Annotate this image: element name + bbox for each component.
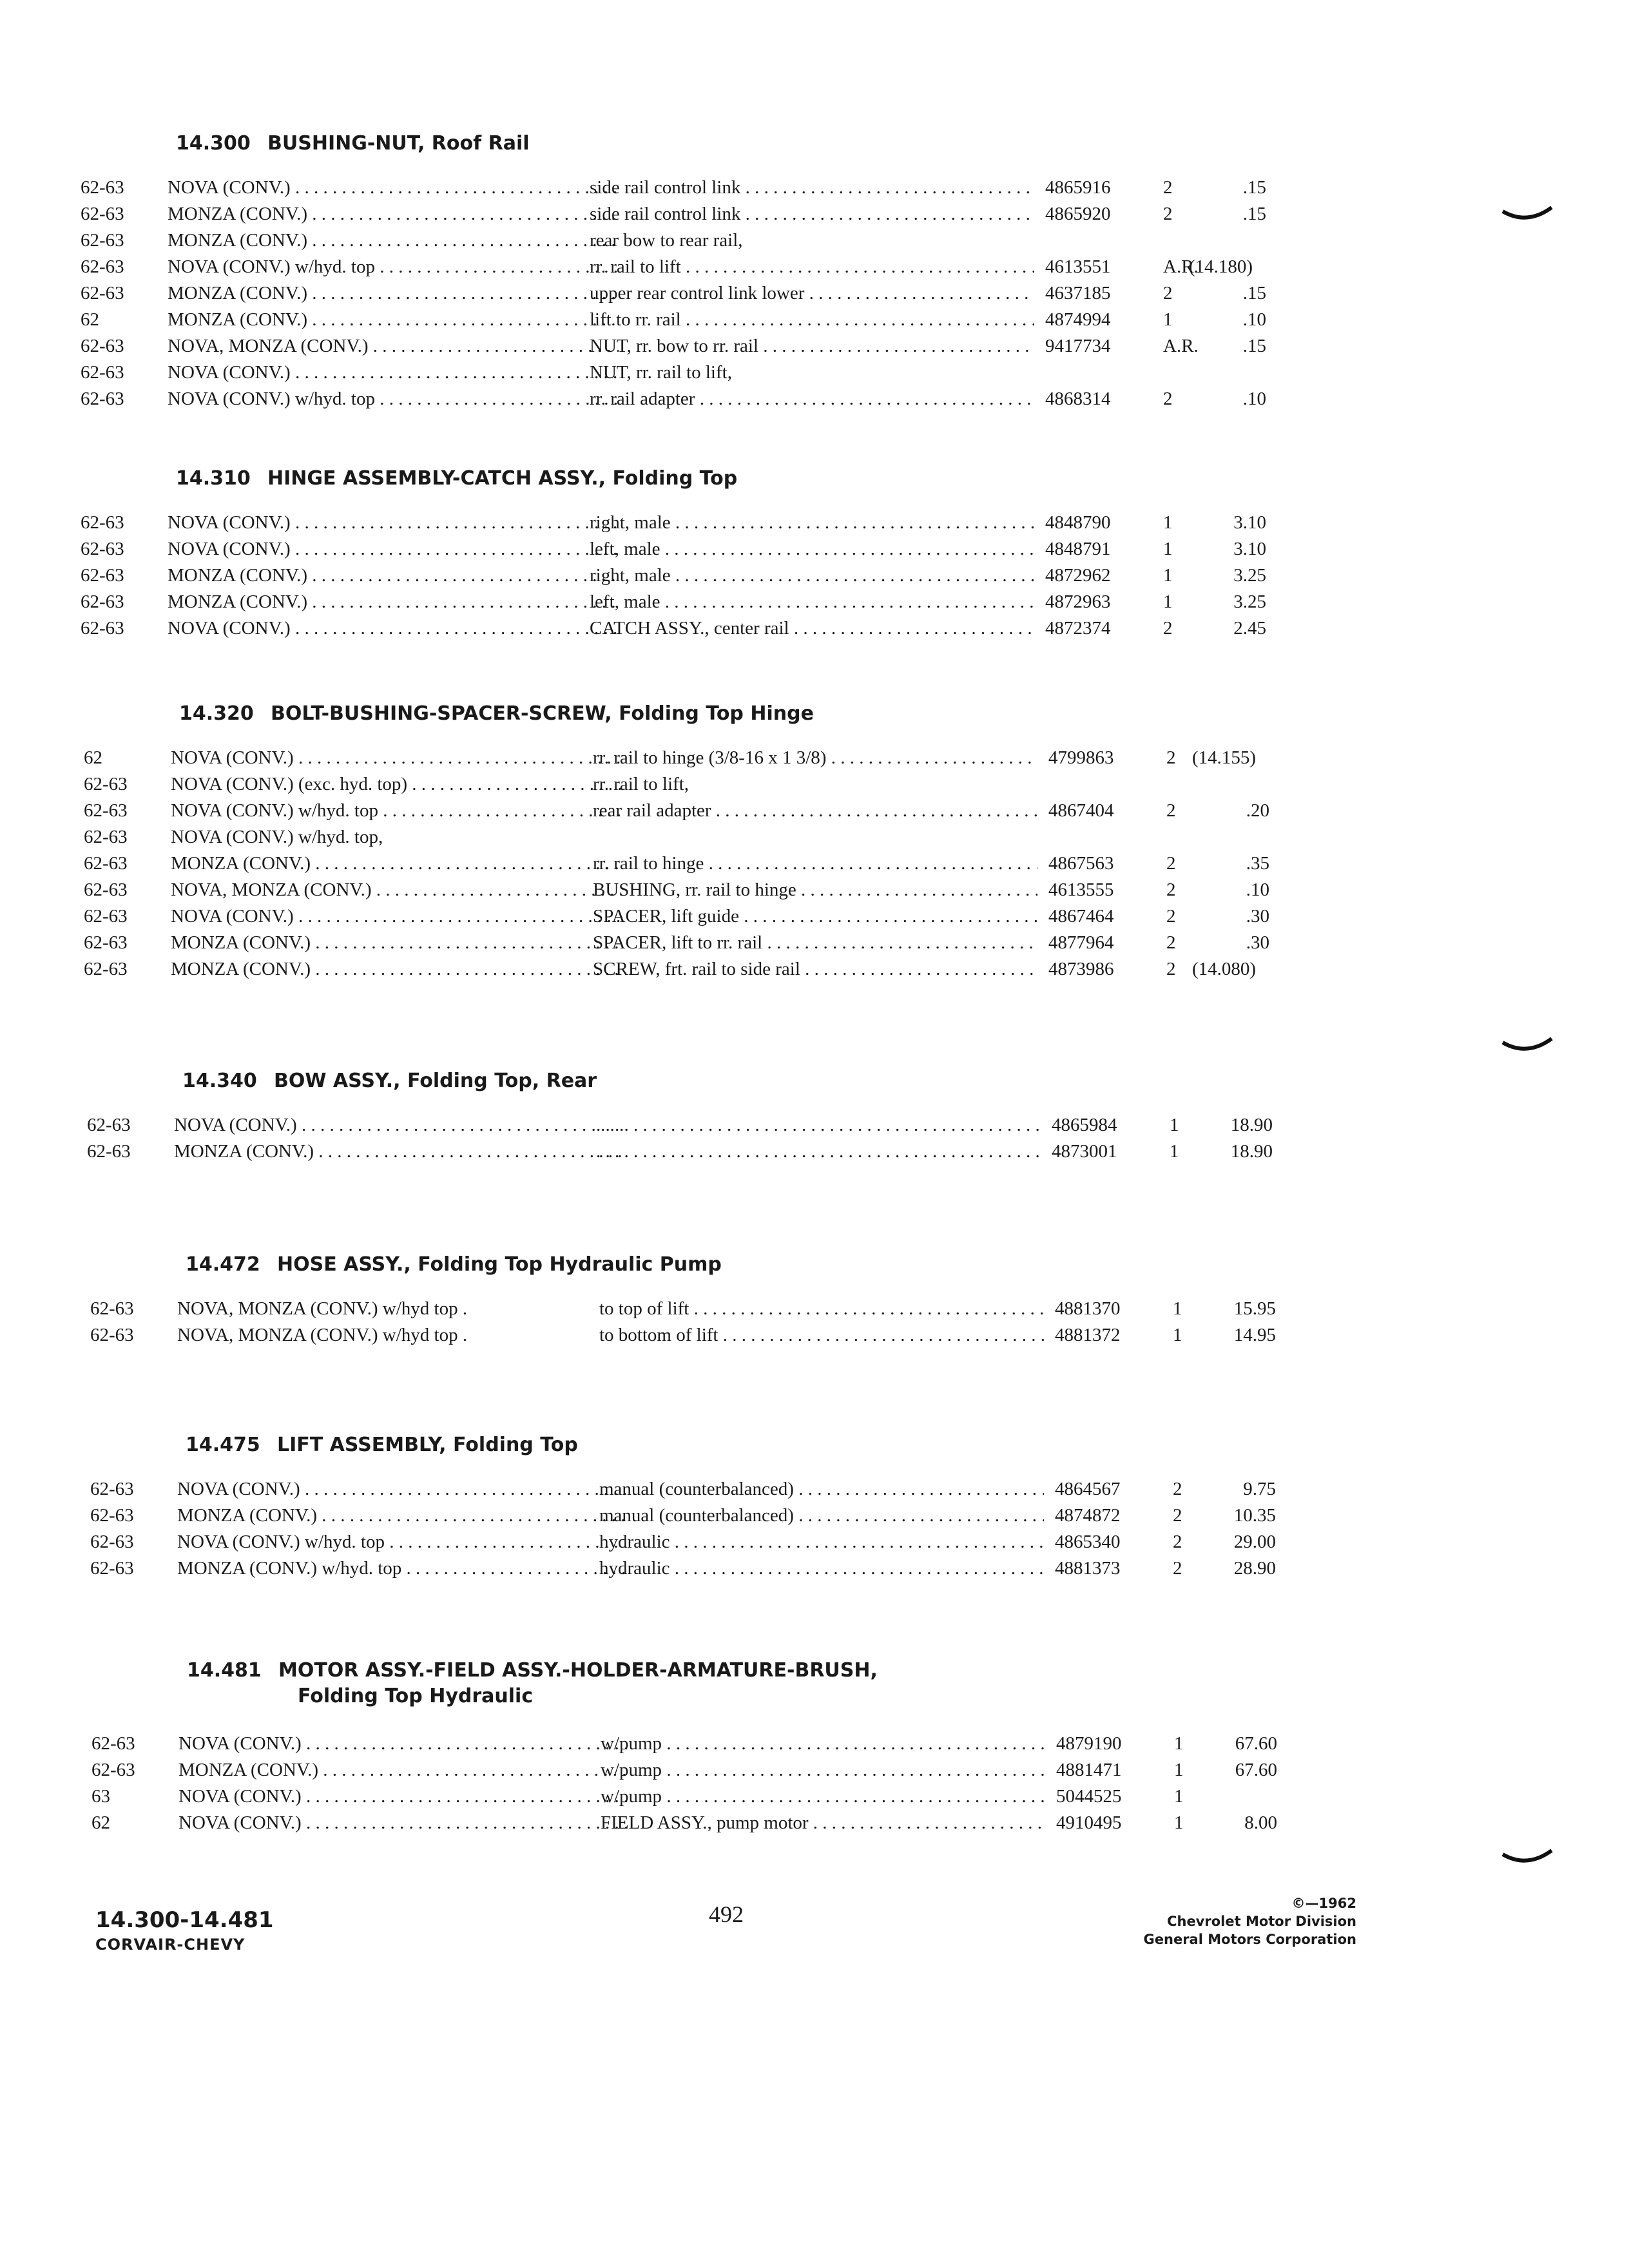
table-row: [81, 389, 1305, 415]
table-row: [92, 1733, 1316, 1760]
part-quantity: 2: [1163, 204, 1173, 224]
part-description: manual (counterbalanced) . . .: [599, 1479, 1044, 1500]
part-number: 4868314: [1045, 389, 1111, 409]
table-row: [81, 539, 1305, 565]
parts-section: [90, 1434, 1315, 1584]
part-description: SCREW, frt. rail to side rail . . .: [593, 959, 1037, 980]
binding-mark-icon: [1501, 1849, 1553, 1869]
part-number: 4873001: [1052, 1141, 1117, 1162]
section-title: HINGE ASSEMBLY-CATCH ASSY., Folding Top: [267, 467, 738, 490]
part-number: 4865340: [1055, 1532, 1121, 1552]
part-description: w/pump . . .: [601, 1733, 1045, 1754]
part-number: 4881372: [1055, 1325, 1121, 1345]
part-description: [596, 1115, 1041, 1136]
vehicle-model: MONZA (CONV.) . . .: [168, 230, 619, 251]
corporation-name: General Motors Corporation: [1143, 1932, 1356, 1947]
binding-mark-icon: [1501, 206, 1553, 226]
part-number: 4881370: [1055, 1298, 1121, 1319]
part-description: side rail control link . . .: [590, 204, 1034, 225]
table-row: [84, 959, 1308, 985]
table-row: [81, 512, 1305, 539]
model-year: 62-63: [81, 230, 124, 251]
section-number: 14.320: [179, 702, 254, 725]
section-title: HOSE ASSY., Folding Top Hydraulic Pump: [277, 1253, 722, 1276]
model-year: 62: [92, 1812, 110, 1833]
model-year: 62-63: [84, 827, 128, 847]
table-row: [87, 1115, 1311, 1141]
model-year: 62-63: [81, 283, 124, 303]
part-price: .30: [1246, 906, 1269, 927]
vehicle-model: NOVA (CONV.) w/hyd. top . . .: [168, 256, 619, 278]
model-year: 62-63: [81, 204, 124, 224]
part-quantity: 2: [1166, 959, 1176, 979]
part-price: 28.90: [1233, 1558, 1276, 1579]
part-description: right, male . . .: [590, 565, 1034, 586]
table-row: [84, 879, 1308, 906]
vehicle-model: NOVA (CONV.) w/hyd. top . . .: [168, 389, 619, 410]
part-price: 15.95: [1233, 1298, 1276, 1319]
part-quantity: 1: [1163, 565, 1173, 586]
part-number: 4874872: [1055, 1505, 1121, 1526]
table-row: [92, 1760, 1316, 1786]
table-row: [81, 283, 1305, 309]
part-description: left, male . . .: [590, 591, 1034, 613]
vehicle-model: MONZA (CONV.) . . .: [168, 283, 619, 304]
model-year: 62-63: [87, 1115, 131, 1135]
part-price: 14.95: [1233, 1325, 1276, 1345]
model-year: 62-63: [84, 906, 128, 927]
section-number: 14.472: [186, 1253, 260, 1276]
part-description: rr. rail to lift . . .: [590, 256, 1034, 278]
part-description: to top of lift . . .: [599, 1298, 1044, 1320]
vehicle-model: NOVA (CONV.) w/hyd. top . . .: [177, 1532, 628, 1553]
part-number: 4874994: [1045, 309, 1111, 330]
part-number: 4872962: [1045, 565, 1111, 586]
model-year: 62-63: [90, 1558, 134, 1579]
model-year: 62-63: [84, 800, 128, 821]
part-description: left, male . . .: [590, 539, 1034, 560]
part-quantity: 1: [1173, 1298, 1182, 1319]
section-heading: [81, 132, 1305, 177]
vehicle-model: NOVA (CONV.) . . .: [168, 512, 619, 533]
table-row: [81, 177, 1305, 204]
section-title: BOLT-BUSHING-SPACER-SCREW, Folding Top Hinge: [271, 702, 814, 725]
part-quantity: 2: [1173, 1558, 1182, 1579]
vehicle-model: MONZA (CONV.) . . .: [171, 932, 622, 954]
part-number: 4910495: [1056, 1812, 1122, 1833]
part-description: rr. rail to hinge (3/8-16 x 1 3/8) . . .: [593, 747, 1037, 769]
vehicle-model: NOVA, MONZA (CONV.) . . .: [171, 879, 622, 901]
part-price: .15: [1242, 204, 1266, 224]
part-description: BUSHING, rr. rail to hinge . . .: [593, 879, 1037, 901]
vehicle-model: NOVA (CONV.) . . .: [178, 1812, 630, 1834]
part-description: rear bow to rear rail,: [590, 230, 743, 251]
part-quantity: 2: [1163, 283, 1173, 303]
footer-catalog-name: CORVAIR-CHEVY: [95, 1936, 246, 1954]
part-quantity: 2: [1166, 906, 1176, 927]
parts-section: [81, 132, 1305, 415]
vehicle-model: NOVA, MONZA (CONV.) w/hyd top .: [177, 1298, 468, 1319]
section-heading: [90, 1253, 1315, 1298]
vehicle-model: NOVA (CONV.) . . .: [171, 747, 622, 769]
part-price: .35: [1246, 853, 1269, 874]
part-description: NUT, rr. rail to lift,: [590, 362, 732, 383]
part-description: hydraulic . . .: [599, 1532, 1044, 1553]
section-heading: [84, 702, 1308, 747]
model-year: 62-63: [81, 539, 124, 559]
vehicle-model: NOVA, MONZA (CONV.) . . .: [168, 336, 619, 357]
table-row: [81, 336, 1305, 362]
part-price: 67.60: [1235, 1760, 1277, 1780]
vehicle-model: MONZA (CONV.) . . .: [177, 1505, 628, 1526]
part-description: lift to rr. rail . . .: [590, 309, 1034, 331]
vehicle-model: NOVA (CONV.) . . .: [178, 1786, 630, 1807]
model-year: 62-63: [81, 336, 124, 356]
part-number: 4865920: [1045, 204, 1111, 224]
part-quantity: A.R.: [1163, 336, 1199, 356]
model-year: 62-63: [81, 362, 124, 383]
vehicle-model: MONZA (CONV.) . . .: [178, 1760, 630, 1781]
part-price: 29.00: [1233, 1532, 1276, 1552]
part-price: 10.35: [1233, 1505, 1276, 1526]
vehicle-model: MONZA (CONV.) . . .: [168, 565, 619, 586]
part-number: 4613555: [1048, 879, 1114, 900]
copyright-block: [1144, 1894, 1356, 1948]
model-year: 62-63: [81, 389, 124, 409]
table-row: [92, 1812, 1316, 1839]
vehicle-model: NOVA (CONV.) . . .: [168, 539, 619, 560]
parts-section: [92, 1659, 1316, 1839]
table-row: [90, 1325, 1315, 1351]
table-row: [84, 774, 1308, 800]
parts-section: [90, 1253, 1315, 1351]
table-row: [90, 1505, 1315, 1532]
part-quantity: 2: [1173, 1532, 1182, 1552]
part-description: rear rail adapter . . .: [593, 800, 1037, 822]
vehicle-model: NOVA (CONV.) w/hyd. top . . .: [171, 800, 622, 822]
part-price: .20: [1246, 800, 1269, 821]
part-number: 4879190: [1056, 1733, 1122, 1754]
part-quantity: 1: [1163, 512, 1173, 533]
part-number: 4867464: [1048, 906, 1114, 927]
part-price: .15: [1242, 177, 1266, 198]
vehicle-model: NOVA, MONZA (CONV.) w/hyd top .: [177, 1325, 468, 1345]
part-price: (14.180): [1189, 256, 1253, 277]
vehicle-model: NOVA (CONV.) . . .: [171, 906, 622, 927]
model-year: 62-63: [90, 1532, 134, 1552]
part-number: 4865984: [1052, 1115, 1117, 1135]
part-quantity: 1: [1163, 309, 1173, 330]
model-year: 62-63: [84, 932, 128, 953]
model-year: 62-63: [84, 853, 128, 874]
part-quantity: 2: [1166, 747, 1176, 768]
parts-section: [87, 1070, 1311, 1168]
part-description: rr. rail to hinge . . .: [593, 853, 1037, 874]
vehicle-model: MONZA (CONV.) . . .: [171, 959, 622, 980]
part-quantity: 2: [1166, 800, 1176, 821]
part-price: 3.25: [1233, 591, 1266, 612]
binding-mark-icon: [1501, 1037, 1553, 1057]
section-title-continued: Folding Top Hydraulic: [298, 1685, 534, 1707]
part-number: 4877964: [1048, 932, 1114, 953]
section-heading: [90, 1434, 1315, 1479]
model-year: 62: [84, 747, 102, 768]
part-quantity: 2: [1166, 853, 1176, 874]
part-quantity: 1: [1170, 1141, 1179, 1162]
section-title: BOW ASSY., Folding Top, Rear: [274, 1070, 597, 1092]
footer-section-range: 14.300-14.481: [95, 1907, 274, 1933]
page-number: 492: [709, 1901, 744, 1927]
part-price: (14.155): [1192, 747, 1257, 768]
vehicle-model: NOVA (CONV.) (exc. hyd. top) . . .: [171, 774, 622, 795]
part-quantity: 1: [1174, 1812, 1184, 1833]
table-row: [90, 1298, 1315, 1325]
vehicle-model: MONZA (CONV.) w/hyd. top . . .: [177, 1558, 628, 1579]
part-number: 4848790: [1045, 512, 1111, 533]
part-description: hydraulic . . .: [599, 1558, 1044, 1579]
parts-section: [81, 467, 1305, 644]
table-row: [84, 906, 1308, 932]
part-number: 4865916: [1045, 177, 1111, 198]
vehicle-model: MONZA (CONV.) . . .: [168, 591, 619, 613]
part-description: NUT, rr. bow to rr. rail . . .: [590, 336, 1034, 357]
parts-section: [84, 702, 1308, 985]
model-year: 62-63: [81, 618, 124, 639]
part-description: upper rear control link lower . . .: [590, 283, 1034, 304]
part-number: 4872963: [1045, 591, 1111, 612]
section-number: 14.481: [187, 1659, 262, 1682]
vehicle-model: NOVA (CONV.) . . .: [178, 1733, 630, 1754]
part-number: 4873986: [1048, 959, 1114, 979]
vehicle-model: MONZA (CONV.) . . .: [174, 1141, 625, 1162]
table-row: [90, 1479, 1315, 1505]
model-year: 62-63: [87, 1141, 131, 1162]
part-description: side rail control link . . .: [590, 177, 1034, 198]
table-row: [84, 800, 1308, 827]
part-quantity: 1: [1174, 1786, 1184, 1807]
part-number: 4867563: [1048, 853, 1114, 874]
part-number: 4848791: [1045, 539, 1111, 559]
part-price: .15: [1242, 283, 1266, 303]
part-description: manual (counterbalanced) . . .: [599, 1505, 1044, 1526]
part-price: 67.60: [1235, 1733, 1277, 1754]
model-year: 62-63: [81, 512, 124, 533]
part-number: 4867404: [1048, 800, 1114, 821]
part-description: SPACER, lift to rr. rail . . .: [593, 932, 1037, 954]
part-number: 4864567: [1055, 1479, 1121, 1499]
vehicle-model: NOVA (CONV.) . . .: [168, 618, 619, 639]
part-description: CATCH ASSY., center rail . . .: [590, 618, 1034, 639]
model-year: 62-63: [84, 774, 128, 794]
part-quantity: 2: [1163, 177, 1173, 198]
section-title: LIFT ASSEMBLY, Folding Top: [277, 1434, 578, 1456]
model-year: 62-63: [90, 1325, 134, 1345]
model-year: 62-63: [84, 879, 128, 900]
model-year: 62-63: [81, 256, 124, 277]
part-number: 4881373: [1055, 1558, 1121, 1579]
part-price: .30: [1246, 932, 1269, 953]
section-number: 14.340: [182, 1070, 257, 1092]
model-year: 62-63: [81, 591, 124, 612]
vehicle-model: NOVA (CONV.) . . .: [174, 1115, 625, 1136]
model-year: 62-63: [90, 1505, 134, 1526]
part-number: 4637185: [1045, 283, 1111, 303]
model-year: 62: [81, 309, 99, 330]
table-row: [90, 1532, 1315, 1558]
section-heading: [81, 467, 1305, 512]
vehicle-model: NOVA (CONV.) . . .: [168, 177, 619, 198]
model-year: 62-63: [90, 1298, 134, 1319]
model-year: 63: [92, 1786, 110, 1807]
part-number: 9417734: [1045, 336, 1111, 356]
part-price: 8.00: [1244, 1812, 1277, 1833]
part-description: rr. rail adapter . . .: [590, 389, 1034, 410]
part-number: 4881471: [1056, 1760, 1122, 1780]
part-quantity: 1: [1174, 1733, 1184, 1754]
part-price: .10: [1242, 309, 1266, 330]
table-row: [92, 1786, 1316, 1812]
model-year: 62-63: [92, 1760, 135, 1780]
model-year: 62-63: [92, 1733, 135, 1754]
vehicle-model: MONZA (CONV.) . . .: [168, 309, 619, 331]
part-number: 5044525: [1056, 1786, 1122, 1807]
part-quantity: 1: [1170, 1115, 1179, 1135]
model-year: 62-63: [84, 959, 128, 979]
section-number: 14.310: [176, 467, 251, 490]
part-number: 4799863: [1048, 747, 1114, 768]
table-row: [87, 1141, 1311, 1168]
vehicle-model: NOVA (CONV.) . . .: [168, 362, 619, 383]
part-description: SPACER, lift guide . . .: [593, 906, 1037, 927]
vehicle-model: MONZA (CONV.) . . .: [171, 853, 622, 874]
part-price: 3.10: [1233, 539, 1266, 559]
part-price: 2.45: [1233, 618, 1266, 639]
part-number: 4872374: [1045, 618, 1111, 639]
part-price: (14.080): [1192, 959, 1257, 979]
part-quantity: 2: [1173, 1479, 1182, 1499]
part-description: w/pump . . .: [601, 1786, 1045, 1807]
part-quantity: 2: [1166, 879, 1176, 900]
part-quantity: 2: [1166, 932, 1176, 953]
table-row: [81, 309, 1305, 336]
model-year: 62-63: [81, 565, 124, 586]
part-price: 3.25: [1233, 565, 1266, 586]
part-price: 9.75: [1243, 1479, 1276, 1499]
table-row: [81, 618, 1305, 644]
part-description: FIELD ASSY., pump motor . . .: [601, 1812, 1045, 1834]
part-quantity: A.R.: [1163, 256, 1199, 277]
part-quantity: 2: [1173, 1505, 1182, 1526]
section-title: MOTOR ASSY.-FIELD ASSY.-HOLDER-ARMATURE-BRUSH,: [278, 1659, 878, 1682]
part-description: w/pump . . .: [601, 1760, 1045, 1781]
table-row: [84, 932, 1308, 959]
table-row: [84, 747, 1308, 774]
part-description: [596, 1141, 1041, 1162]
part-quantity: 1: [1163, 591, 1173, 612]
part-price: 18.90: [1230, 1115, 1273, 1135]
vehicle-model: NOVA (CONV.) w/hyd. top,: [171, 827, 383, 847]
table-row: [81, 204, 1305, 230]
section-heading: [92, 1659, 1316, 1733]
table-row: [84, 827, 1308, 853]
vehicle-model: MONZA (CONV.) . . .: [168, 204, 619, 225]
table-row: [84, 853, 1308, 879]
section-number: 14.300: [176, 132, 251, 155]
part-quantity: 2: [1163, 389, 1173, 409]
vehicle-model: NOVA (CONV.) . . .: [177, 1479, 628, 1500]
part-price: 3.10: [1233, 512, 1266, 533]
part-quantity: 2: [1163, 618, 1173, 639]
part-description: rr. rail to lift,: [593, 774, 689, 794]
table-row: [81, 256, 1305, 283]
part-number: 4613551: [1045, 256, 1111, 277]
table-row: [81, 565, 1305, 591]
table-row: [81, 230, 1305, 256]
copyright-year: ©—1962: [1291, 1896, 1356, 1911]
part-price: .10: [1242, 389, 1266, 409]
table-row: [90, 1558, 1315, 1584]
part-price: 18.90: [1230, 1141, 1273, 1162]
section-number: 14.475: [186, 1434, 260, 1456]
part-price: .10: [1246, 879, 1269, 900]
section-title: BUSHING-NUT, Roof Rail: [267, 132, 530, 155]
table-row: [81, 591, 1305, 618]
division-name: Chevrolet Motor Division: [1167, 1914, 1356, 1929]
part-description: to bottom of lift . . .: [599, 1325, 1044, 1346]
model-year: 62-63: [81, 177, 124, 198]
part-quantity: 1: [1173, 1325, 1182, 1345]
part-description: right, male . . .: [590, 512, 1034, 533]
part-quantity: 1: [1174, 1760, 1184, 1780]
model-year: 62-63: [90, 1479, 134, 1499]
part-quantity: 1: [1163, 539, 1173, 559]
part-price: .15: [1242, 336, 1266, 356]
section-heading: [87, 1070, 1311, 1115]
table-row: [81, 362, 1305, 389]
